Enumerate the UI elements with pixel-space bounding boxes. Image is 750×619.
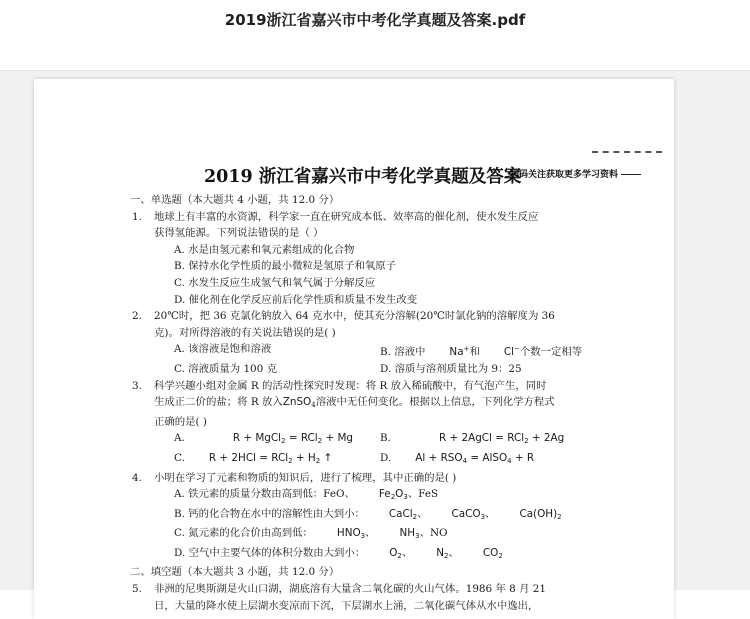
question-number: 1. — [132, 210, 142, 223]
equation-part: = AlSO — [467, 451, 508, 464]
equation-part: + R — [511, 451, 535, 464]
option-a — [154, 486, 600, 506]
option-b: B. 溶液中 Na+和 Cl−个数一定相等 — [380, 345, 583, 359]
chem-formula: CaCl$_2$ — [388, 507, 418, 521]
side-note — [510, 167, 641, 180]
question-4 — [130, 470, 600, 565]
formula-part: Ca(OH) — [519, 507, 558, 520]
chem-formula: $N_2$ — [436, 546, 449, 560]
chem-formula: ZnSO — [282, 396, 312, 409]
question-text: 生成正二价的盐；将 R 放入ZnSO$_4$溶液中无任何变化。根据以上信息，下列化学方程式 — [154, 396, 555, 410]
equation-part: = RCl — [285, 432, 318, 445]
option-d: D. 溶质与溶剂质量比为 9：25 — [380, 362, 522, 375]
option-text: B. 溶液中 — [380, 346, 426, 359]
option-text: 、NO — [419, 527, 448, 540]
option-label: C. — [174, 451, 185, 464]
option-b: B. 钙的化合物在水中的溶解性由大到小： CaCl$_2$、 CaCO$_3$、 $Ca(OH)_2$ — [174, 507, 562, 521]
options-row — [154, 450, 600, 470]
chem-equation: R + MgCl$_2$ = RCl$_2$ + Mg — [232, 432, 354, 446]
formula-part: NH — [399, 527, 416, 540]
option-c — [174, 450, 380, 470]
pdf-viewer-area[interactable] — [0, 71, 750, 612]
side-note-text: 扫码关注获取更多学习资料 — [510, 170, 619, 180]
question-number: 5. — [132, 583, 142, 596]
question-text: 获得氢能源。下列说法错误的是（ ） — [154, 227, 324, 240]
option-d: D. 催化剂在化学反应前后化学性质和质量不发生改变 — [174, 293, 418, 306]
option-c: C. 水发生反应生成氢气和氧气属于分解反应 — [174, 276, 376, 289]
title-row — [34, 163, 674, 191]
option-c: C. 溶液质量为 100 克 — [174, 362, 277, 375]
chem-equation: $R + 2HCl = RCl_2 + H_2$ ↑ — [208, 451, 333, 465]
question-number: 4. — [132, 471, 142, 484]
section-heading-2: 二、填空题（本大题共 3 小题，共 12.0 分） — [130, 566, 340, 579]
question-text: 克)。对所得溶液的有关说法错误的是( ) — [154, 326, 336, 339]
question-5 — [130, 581, 600, 614]
option-a: A. 该溶液是饱和溶液 — [174, 343, 272, 356]
question-text: 科学兴趣小组对金属 R 的活动性探究时发现：将 R 放入稀硫酸中，有气泡产生，同时 — [154, 379, 547, 392]
chem-formula: $O_2$ — [389, 546, 402, 560]
chem-formula: $NH_3$ — [399, 527, 420, 541]
option-d — [380, 450, 600, 470]
formula-part: HNO — [336, 527, 361, 540]
chem-equation: R + 2AgCl = RCl$_2$ + 2Ag — [438, 432, 565, 446]
question-text: 日，大量的降水使上层湖水变凉而下沉，下层湖水上涌，二氧化碳气体从水中逸出， — [154, 599, 539, 612]
option-d: D. 空气中主要气体的体积分数由大到小： $O_2$、 $N_2$、 $CO_2$ — [174, 546, 503, 560]
equation-part: R + 2AgCl = RCl — [438, 432, 525, 445]
options-row — [154, 430, 600, 450]
chem-formula: $CO_2$ — [482, 546, 503, 560]
text-part: 溶液中无任何变化。根据以上信息，下列化学方程式 — [315, 396, 555, 409]
section-heading-1: 一、单选题（本大题共 4 小题，共 12.0 分） — [130, 194, 340, 206]
question-3 — [130, 378, 600, 470]
equation-part: R + 2HCl = RCl — [208, 451, 289, 464]
equation-part: R + MgCl — [232, 432, 282, 445]
options-row — [154, 361, 600, 378]
question-number: 2. — [132, 310, 142, 323]
side-note-rule — [621, 174, 641, 175]
options-row — [154, 341, 600, 361]
formula-part: N — [436, 546, 445, 559]
option-text: 、FeS — [407, 488, 439, 501]
option-label: D. — [380, 451, 392, 464]
equation-part: + H — [292, 451, 316, 464]
question-text: 地球上有丰富的水资源，科学家一直在研究成本低、效率高的催化剂，使水发生反应 — [154, 210, 539, 223]
formula-part: O — [389, 546, 398, 559]
formula-part: CO — [482, 546, 499, 559]
chem-formula: Cl — [503, 346, 514, 359]
formula-part: CaCl — [388, 507, 413, 520]
chem-formula: $Fe_2O_3$ — [378, 488, 408, 502]
question-number: 3. — [132, 379, 142, 392]
chem-formula: CaCO$_3$ — [451, 507, 486, 521]
question-2 — [130, 308, 600, 377]
question-1 — [130, 209, 600, 309]
document-file-title: 2019浙江省嘉兴市中考化学真题及答案.pdf — [224, 11, 526, 29]
option-a: A. 水是由氢元素和氧元素组成的化合物 — [174, 243, 355, 256]
question-text: 正确的是( ) — [154, 415, 207, 428]
option-label: A. — [174, 432, 185, 445]
chem-formula: Na — [449, 346, 464, 359]
corner-mark — [592, 151, 662, 156]
formula-part: Fe — [378, 488, 391, 501]
question-text: 20℃时，把 36 克氯化钠放入 64 克水中，使其充分溶解(20℃时氯化钠的溶解度为 36 — [154, 310, 555, 323]
equation-part: + Mg — [322, 432, 354, 445]
chem-formula: $HNO_3$ — [336, 527, 366, 541]
pdf-page — [34, 79, 674, 619]
option-b: B. 保持水化学性质的最小微粒是氢原子和氧原子 — [174, 260, 397, 273]
option-c: C. 氮元素的化合价由高到低： $HNO_3$、 $NH_3$、NO — [174, 527, 448, 541]
viewer-header — [0, 0, 750, 71]
question-text: 非洲的尼奥斯湖是火山口湖，湖底溶有大量含二氧化碳的火山气体。1986 年 8 月 21 — [154, 583, 546, 596]
option-text: C. 氮元素的化合价由高到低： — [174, 527, 313, 540]
option-text: D. 空气中主要气体的体积分数由大到小： — [174, 546, 366, 559]
option-label: B. — [380, 432, 391, 445]
page-title: 2019 浙江省嘉兴市中考化学真题及答案 — [204, 167, 522, 187]
question-content — [130, 192, 600, 614]
option-a — [174, 430, 380, 450]
equation-part: Al + RSO — [415, 451, 463, 464]
option-text: A. 铁元素的质量分数由高到低：FeO、 — [174, 488, 355, 501]
option-text: 个数一定相等 — [519, 346, 583, 359]
equation-part: ↑ — [320, 451, 333, 464]
option-b — [380, 430, 600, 450]
option-text: 和 — [469, 346, 480, 359]
chem-formula: $Ca(OH)_2$ — [519, 507, 562, 521]
chem-equation: $Al + RSO_4$ = AlSO$_4$ + R — [415, 451, 535, 465]
option-text: B. 钙的化合物在水中的溶解性由大到小： — [174, 507, 365, 520]
question-text: 小明在学习了元素和物质的知识后，进行了梳理，其中正确的是( ) — [154, 471, 457, 484]
equation-part: + 2Ag — [528, 432, 565, 445]
formula-part: CaCO — [451, 507, 481, 520]
formula-part: O — [395, 488, 404, 501]
text-part: 生成正二价的盐；将 R 放入 — [154, 396, 283, 409]
